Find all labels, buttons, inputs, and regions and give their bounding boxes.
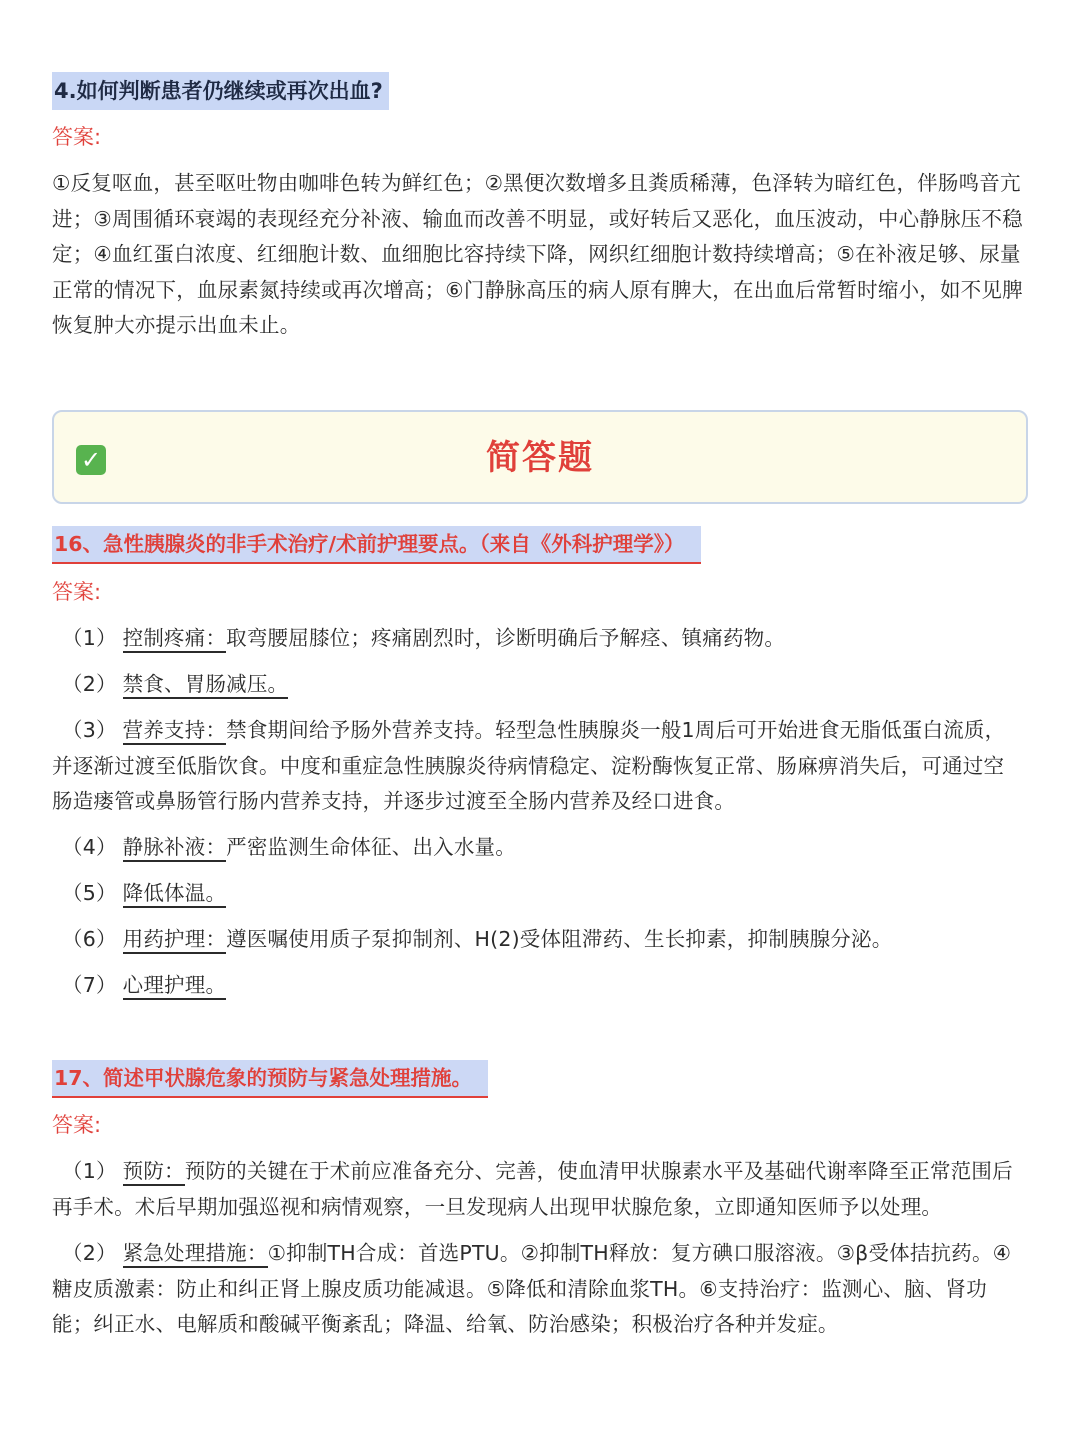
item-keyword: 降低体温。: [123, 881, 227, 908]
answer-label-4: 答案:: [52, 125, 102, 149]
item-keyword: 预防：: [123, 1159, 185, 1186]
q17-item-2: [52, 1236, 1024, 1343]
q16-item-1: [52, 621, 1024, 657]
item-text: 严密监测生命体征、出入水量。: [226, 835, 516, 859]
q16-item-4: [52, 830, 1024, 866]
item-keyword: 心理护理。: [123, 973, 227, 1000]
check-mark-icon: ✓: [76, 445, 106, 475]
item-number: （1）: [62, 1159, 117, 1183]
item-number: （4）: [62, 835, 117, 859]
q16-item-7: [52, 968, 1024, 1004]
answer-label-16: 答案:: [52, 580, 102, 604]
item-number: （5）: [62, 881, 117, 905]
q16-item-5: [52, 876, 1024, 912]
item-text: 取弯腰屈膝位；疼痛剧烈时，诊断明确后予解痉、镇痛药物。: [226, 626, 786, 650]
q17-item-1: [52, 1154, 1024, 1225]
item-number: （2）: [62, 672, 117, 696]
item-keyword: 紧急处理措施：: [123, 1241, 268, 1268]
question-title-4: 4.如何判断患者仍继续或再次出血?: [52, 72, 389, 110]
item-keyword: 静脉补液：: [123, 835, 227, 862]
short-answer-banner: [52, 410, 1028, 504]
item-number: （2）: [62, 1241, 117, 1265]
item-keyword: 用药护理：: [123, 927, 227, 954]
q16-item-2: [52, 667, 1024, 703]
question-title-16: 16、急性胰腺炎的非手术治疗/术前护理要点。（来自《外科护理学》）: [52, 526, 701, 564]
answer-label-17: 答案:: [52, 1113, 102, 1137]
item-keyword: 营养支持：: [123, 718, 227, 745]
item-keyword: 控制疼痛：: [123, 626, 227, 653]
item-text: ①抑制TH合成：首选PTU。②抑制TH释放：复方碘口服溶液。③β受体拮抗药。④糖皮质激素：防止和纠正肾上腺皮质功能减退。⑤降低和清除血浆TH。⑥支持治疗：监测心、脑、肾功能；纠正水、电解质和酸碱平衡紊乱；降温、给氧、防治感染；积极治疗各种并发症。: [52, 1241, 1012, 1336]
banner-title: 简答题: [486, 438, 594, 478]
question-title-17: 17、简述甲状腺危象的预防与紧急处理措施。: [52, 1060, 488, 1098]
item-number: （3）: [62, 718, 117, 742]
item-number: （7）: [62, 973, 117, 997]
item-text: 禁食期间给予肠外营养支持。轻型急性胰腺炎一般1周后可开始进食无脂低蛋白流质，并逐渐过渡至低脂饮食。中度和重症急性胰腺炎待病情稳定、淀粉酶恢复正常、肠麻痹消失后，可通过空肠造瘘管或鼻肠管行肠内营养支持，并逐步过渡至全肠内营养及经口进食。: [52, 718, 1006, 813]
item-text: 预防的关键在于术前应准备充分、完善，使血清甲状腺素水平及基础代谢率降至正常范围后再手术。术后早期加强巡视和病情观察，一旦发现病人出现甲状腺危象，立即通知医师予以处理。: [52, 1159, 1013, 1219]
item-number: （6）: [62, 927, 117, 951]
answer-body-4: ①反复呕血，甚至呕吐物由咖啡色转为鲜红色；②黑便次数增多且粪质稀薄，色泽转为暗红色，伴肠鸣音亢进；③周围循环衰竭的表现经充分补液、输血而改善不明显，或好转后又恶化，血压波动，中心静脉压不稳定；④血红蛋白浓度、红细胞计数、血细胞比容持续下降，网织红细胞计数持续增高；⑤在补液足够、尿量正常的情况下，血尿素氮持续或再次增高；⑥门静脉高压的病人原有脾大，在出血后常暂时缩小，如不见脾恢复肿大亦提示出血未止。: [52, 171, 1023, 337]
item-keyword: 禁食、胃肠减压。: [123, 672, 289, 699]
q16-item-3: [52, 713, 1024, 820]
q16-item-6: [52, 922, 1024, 958]
item-text: 遵医嘱使用质子泵抑制剂、H(2)受体阻滞药、生长抑素，抑制胰腺分泌。: [226, 927, 893, 951]
item-number: （1）: [62, 626, 117, 650]
